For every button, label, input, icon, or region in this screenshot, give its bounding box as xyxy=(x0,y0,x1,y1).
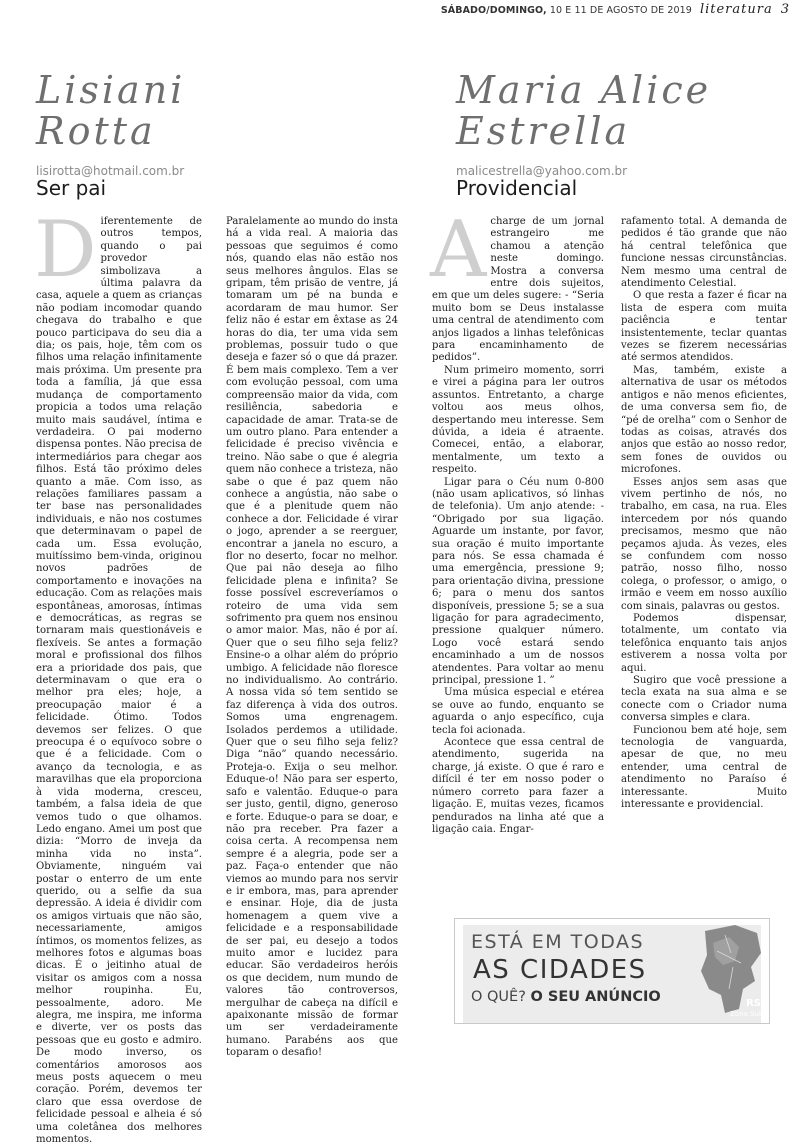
left-author-block xyxy=(36,70,185,178)
left-article-title: Ser pai xyxy=(36,176,107,200)
ad-region-zona: Zona Sul xyxy=(730,1010,761,1018)
paragraph: Paralelamente ao mundo do insta há a vida real. A maioria das pessoas que seguimos é como nós, quando elas não estão nos seus melhores ângulos. Elas se gripam, têm prisão de ventre, já tomaram um pé na bunda e acordaram de mau humor. Ser feliz não é estar em êxtase as 24 horas do dia, ter uma vida sem problemas, possuir tudo o que deseja e fazer só o que dá prazer. É bem mais complexo. Tem a ver com evolução pessoal, com uma compreensão maior da vida, com resiliência, sabedoria e capacidade de amar. Trata-se de um outro plano. Para entender a felicidade é preciso vivência e treino. Não sabe o que é alegria quem não conhece a tristeza, não sabe o que é paz quem não conhece a angústia, não sabe o que é a plenitude quem não conhece a dor. Felicidade é virar o jogo, aprender a se reerguer, encontrar a janela no escuro, a flor no deserto, focar no melhor. Que pai não deseja ao filho felicidade plena e infinita? Se fosse possível escreveríamos o roteiro de uma vida sem sofrimento pra quem nos ensinou o amor maior. Mas, não é por aí. Quer que o seu filho seja feliz? Ensine-o a olhar além do próprio umbigo. A felicidade não floresce no individualismo. Ao contrário. A nossa vida só tem sentido se faz diferença à vida dos outros. Somos uma engrenagem. Isolados perdemos a utilidade. Quer que o seu filho seja feliz? Diga “não” quando necessário. Proteja-o. Exija o seu melhor. Eduque-o! Não para ser esperto, safo e valentão. Eduque-o para ser justo, gentil, digno, generoso e forte. Eduque-o para se doar, e não pra receber. Pra fazer a coisa certa. A recompensa nem sempre é a alegria, pode ser a paz. Faça-o entender que não viemos ao mundo para nos servir e ir embora, mas, para aprender e ensinar. Hoje, dia de justa homenagem a quem vive a felicidade e a responsabilidade de ser pai, eu desejo a todos muito amor e lucidez para educar. São verdadeiros heróis os que decidem, num mundo de valores tão controversos, mergulhar de cabeça na difícil e apaixonante missão de formar um ser verdadeiramente humano. Parabéns aos que toparam o desafio! xyxy=(226,216,398,1059)
right-col2-body xyxy=(621,216,787,812)
right-author-last-name: Estrella xyxy=(456,109,631,153)
advertisement-box xyxy=(454,918,770,1024)
left-author-last-name: Rotta xyxy=(36,109,156,153)
ad-headline-line-1: ESTÁ EM TODAS xyxy=(471,931,645,953)
right-author-first-name: Maria Alice xyxy=(456,68,712,112)
section-name: literatura xyxy=(699,2,773,17)
ad-tagline xyxy=(471,989,661,1005)
paragraph: Sugiro que você pressione a tecla exata na sua alma e se conecte com o Criador numa conversa simples e clara. xyxy=(621,675,787,724)
edition-date xyxy=(441,5,692,16)
paragraph: O que resta a fazer é ficar na lista de espera com muita paciência e tentar insistentemente, teclar quantas vezes se fizerem necessárias até sermos atendidos. xyxy=(621,290,787,364)
paragraph: Uma música especial e etérea se ouve ao fundo, enquanto se aguarda o anjo específico, cuja tecla foi acionada. xyxy=(432,687,604,736)
right-author-email: malicestrella@yahoo.com.br xyxy=(456,164,628,178)
left-author-first-name: Lisiani xyxy=(36,68,186,112)
paragraph: Podemos dispensar, totalmente, um contato via telefônica enquanto tais anjos estiverem a nossa volta por aqui. xyxy=(621,613,787,674)
paragraph: rafamento total. A demanda de pedidos é tão grande que não há central telefônica que funcione nessas circunstâncias. Nem mesmo uma central de atendimento Celestial. xyxy=(621,216,787,290)
ad-region-rs: RS xyxy=(746,998,761,1009)
paragraph: charge de um jornal estrangeiro me chamou a atenção neste domingo. Mostra a conversa entre dois sujeitos, em que um deles sugere: - “Seria muito bom se Deus instalasse uma central de atendimento com anjos ligados a linhas telefônicas para encaminhamento de pedidos”. xyxy=(432,216,604,364)
left-article-column-2 xyxy=(226,216,398,1059)
left-drop-cap: D xyxy=(34,205,97,295)
edition-date-text: 10 E 11 DE AGOSTO DE 2019 xyxy=(549,5,692,16)
page-folio xyxy=(441,2,789,17)
page-number: 3 xyxy=(780,2,789,17)
ad-tagline-question: O QUÊ? xyxy=(471,989,526,1005)
paragraph: Num primeiro momento, sorri e virei a página para ler outros assuntos. Entretanto, a charge voltou aos meus olhos, despertando meu interesse. Sem dúvida, a ideia é atraente. Comecei, então, a elaborar, mentalmente, um texto a respeito. xyxy=(432,364,604,476)
left-col2-body xyxy=(226,216,398,1060)
ad-tagline-answer: O SEU ANÚNCIO xyxy=(530,989,661,1005)
right-article-column-1 xyxy=(430,205,604,916)
paragraph: Mas, também, existe a alternativa de usar os métodos antigos e não menos eficientes, de uma conversa sem fio, de “pé de orelha” com o Senhor de todas as coisas, através dos anjos que estão ao nosso redor, sem fones de ouvidos ou microfones. xyxy=(621,364,787,476)
right-article-column-2 xyxy=(621,216,787,916)
right-col1-body xyxy=(430,205,604,836)
ad-headline-line-2: AS CIDADES xyxy=(473,955,647,985)
paragraph: Esses anjos sem asas que vivem pertinho de nós, no trabalho, em casa, na rua. Eles intercedem por nós quando precisamos, mesmo que não peçamos ajuda. Às vezes, eles se confundem com nosso patrão, nosso filho, nosso colega, o professor, o amigo, o irmão e veem em nosso auxílio com sinais, palavras ou gestos. xyxy=(621,476,787,612)
right-drop-cap: A xyxy=(430,205,487,295)
left-author-email: lisirotta@hotmail.com.br xyxy=(36,164,185,178)
left-article-column-1 xyxy=(34,205,202,1146)
paragraph: Acontece que essa central de atendimento, sugerida na charge, já existe. O que é raro e difícil é ter em nosso poder o número correto para fazer a ligação. E, muitas vezes, ficamos pendurados na linha até que a ligação caia. Engar- xyxy=(432,737,604,835)
right-article-title: Providencial xyxy=(456,176,578,200)
paragraph: Funcionou bem até hoje, sem tecnologia de vanguarda, apesar de que, no meu entender, uma central de atendimento no Paraíso é interessante. Muito interessante e providencial. xyxy=(621,724,787,811)
ad-region-label xyxy=(730,999,761,1019)
left-col1-body xyxy=(34,205,202,1146)
paragraph: Ligar para o Céu num 0-800 (não usam aplicativos, só linhas de telefonia). Um anjo atende: - “Obrigado por sua ligação. Aguarde um instante, por favor, sua oração é muito importante para nós. Se essa chamada é uma emergência, pressione 9; para orientação divina, pressione 6; para o menu dos santos disponíveis, pressione 5; se a sua ligação for para agradecimento, pressione qualquer número. Logo você estará sendo encaminhado a um de nossos atendentes. Para voltar ao menu principal, pressione 1. ” xyxy=(432,476,604,687)
right-author-block xyxy=(456,70,711,178)
paragraph: iferentemente de outros tempos, quando o pai provedor simbolizava a última palavra da casa, aquele a quem as crianças não podiam incomodar quando chegava do trabalho e que pouco participava do seu dia a dia; os pais, hoje, têm com os filhos uma relação infinitamente mais próxima. Um presente pra toda a família, já que essa mudança de comportamento propicia a todos uma relação muito mais saudável, íntima e verdadeira. O pai moderno dispensa pontes. Não precisa de intermediários para chegar aos filhos. Está tão próximo deles quanto a mãe. Com isso, as relações familiares passam a ter base nas personalidades individuais, e não nos costumes que determinavam o papel de cada um. Essa evolução, muitíssimo bem-vinda, originou novos padrões de comportamento e inovações na educação. Com as relações mais espontâneas, amorosas, íntimas e democráticas, as regras se tornaram mais questionáveis e flexíveis. Se antes a formação moral e profissional dos filhos era a prioridade dos pais, que determinavam o que era o melhor pra eles; hoje, a preocupação maior é a felicidade. Ótimo. Todos devemos ser felizes. O que preocupa é o equívoco sobre o que é a felicidade. Com o avanço da tecnologia, e as maravilhas que ela proporciona à vida moderna, cresceu, também, a falsa ideia de que vemos tudo o que olhamos. Ledo engano. Amei um post que dizia: “Morro de inveja da minha vida no insta”. Obviamente, ninguém vai postar o enterro de um ente querido, ou a selfie da sua depressão. A ideia é dividir com os amigos virtuais que não são, necessariamente, amigos íntimos, os momentos felizes, as melhores fotos e algumas boas dicas. É o jeitinho atual de visitar os amigos com a nossa melhor roupinha. Eu, pessoalmente, adoro. Me alegra, me inspira, me informa e diverte, ver os posts das pessoas que eu gosto e admiro. De modo inverso, os comentários amorosos aos meus posts aquecem o meu coração. Porém, devemos ter claro que essa overdose de felicidade pessoal e alheia é só uma coletânea dos melhores momentos. xyxy=(36,216,202,1146)
edition-weekday: SÁBADO/DOMINGO, xyxy=(440,5,547,16)
